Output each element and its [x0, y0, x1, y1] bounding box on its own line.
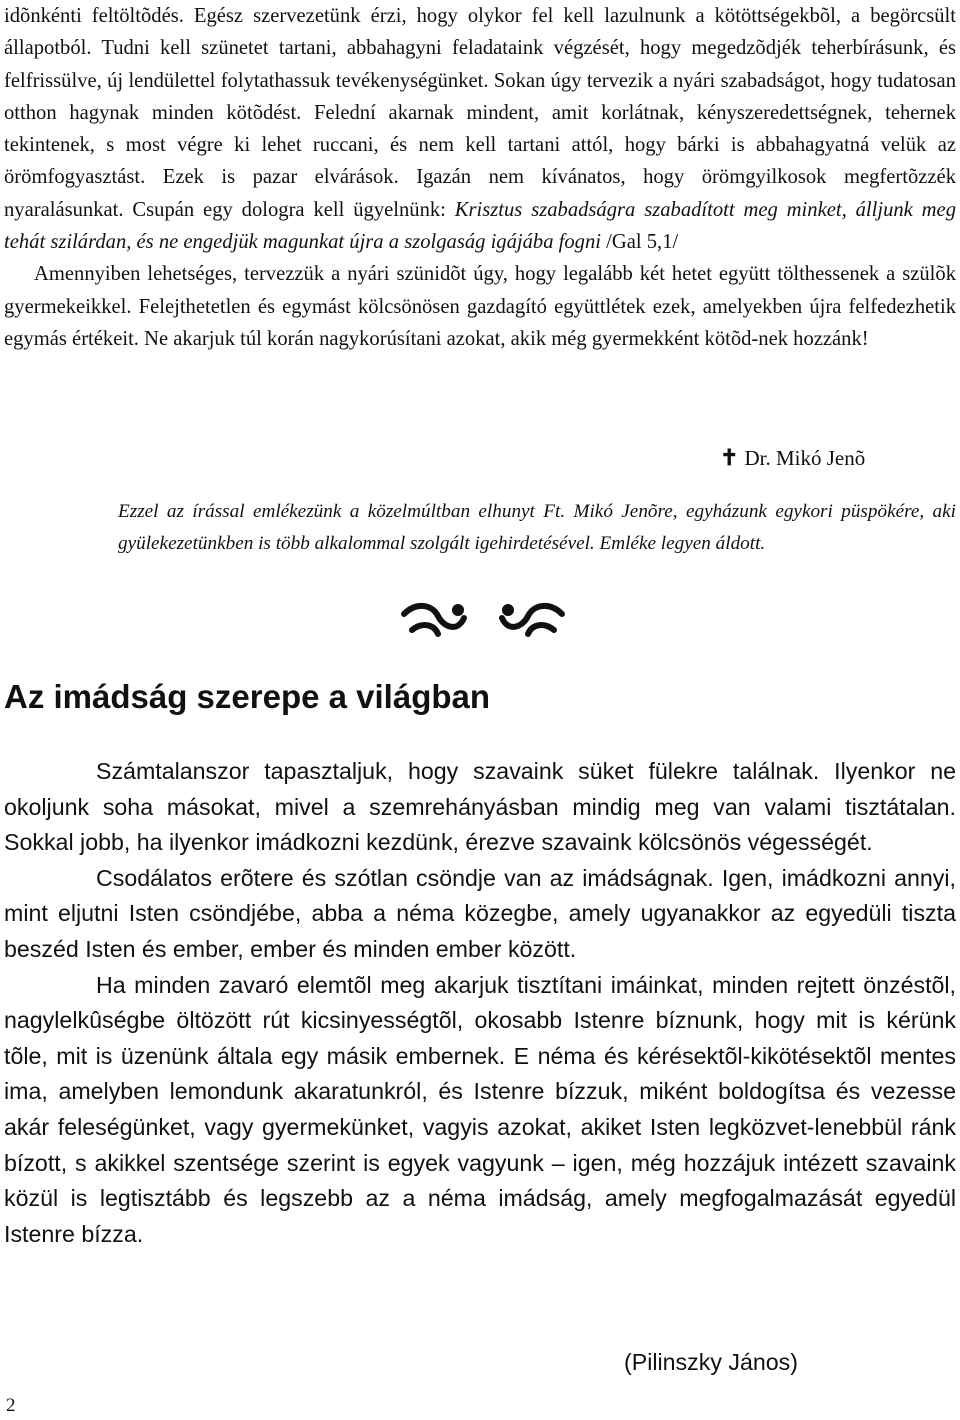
- page-number: 2: [6, 1395, 16, 1416]
- article-paragraph: Csodálatos erõtere és szótlan csöndje van az imádságnak. Igen, imádkozni annyi, mint eljutni Isten csöndjébe, abba a néma közegbe, amely ugyanakkor az egyedüli tiszta beszéd Isten és ember, ember és minden ember között.: [4, 864, 956, 962]
- article-author: (Pilinszky János): [624, 1349, 798, 1375]
- paragraph-text: idõnkénti feltöltõdés. Egész szervezetünk érzi, hogy olykor fel kell lazulnunk a kötöttségekbõl, a begörcsült állapotból. Tudni kell szünetet tartani, abbahagyni feladataink végzését, hogy megedzõdjék teherbírásunk, és felfrissülve, új lendülettel folytathassuk tevékenységünket. Sokan úgy tervezik a nyári szabadságot, hogy tudatosan otthon hagynak minden kötõdést. Felední akarnak mindent, amit korlátnak, kényszeredettségnek, tehernek tekintenek, s most végre ki lehet ruccani, és nem kell tartani attól, hogy bárki is abbahagyatná velük az örömfogyasztást. Ezek is pazar elvárások. Igazán nem kívánatos, hogy örömgyilkosok megfertõzzék nyaralásunkat. Csupán egy dologra kell ügyelnünk:: [4, 5, 956, 221]
- author-signature: [720, 442, 865, 474]
- bible-quote: Krisztus szabadságra szabadított meg minket, álljunk meg tehát szilárdan, és ne engedjük magunkat újra a szolgaság igájába fogni: [4, 198, 956, 254]
- signature-name: Dr. Mikó Jenõ: [744, 446, 866, 470]
- memorial-note: [118, 496, 956, 559]
- article-paragraph: Ha minden zavaró elemtõl meg akarjuk tisztítani imáinkat, minden rejtett önzéstõl, nagylelkûségbe öltözött rút kicsinyességtõl, okosabb Istenre bíznunk, hogy mit is kérünk tõle, mit is üzenünk általa egy másik embernek. E néma és kérésektõl-kikötésektõl mentes ima, amelyben lemondunk akaratunkról, és Istenre bízzuk, miként boldogítsa és vezesse akár feleségünket, vagy gyermekünket, vagyis azokat, akiket Isten legközvet-lenebbül ránk bízott, s akikkel szentsége szerint is egyek vagyunk – igen, még hozzájuk intézett szavaink közül is legtisztább és legszebb az a néma imádság, amely megfogalmazását egyedül Istenre bízza.: [4, 971, 956, 1247]
- cross-icon: ✝: [720, 445, 739, 470]
- memorial-text: Ezzel az írással emlékezünk a közelmúltban elhunyt Ft. Mikó Jenõre, egyházunk egykori püspökére, aki gyülekezetünkben is több alkalommal szolgált igehirdetésével. Emléke legyen áldott.: [118, 501, 956, 554]
- fleuron-pair-icon: [398, 600, 568, 640]
- article-paragraph: Amennyiben lehetséges, tervezzük a nyári szünidõt úgy, hogy legalább két hetet együtt tölthessenek a szülõk gyermekeikkel. Felejthetetlen és egymást kölcsönösen gazdagító együttlétek ezek, amelyekben újra felfedezhetik egymás értékeit. Ne akarjuk túl korán nagykorúsítani azokat, akik még gyermekként kötõd-nek hozzánk!: [4, 263, 956, 350]
- article-paragraph: [4, 0, 956, 258]
- article-paragraph: Számtalanszor tapasztaljuk, hogy szavaink süket fülekre találnak. Ilyenkor ne okoljunk soha másokat, mivel a szemrehányásban mindig meg van valami tisztátalan. Sokkal jobb, ha ilyenkor imádkozni kezdünk, érezve szavaink kölcsönös végességét.: [4, 758, 956, 856]
- article-title: Az imádság szerepe a világban: [4, 678, 491, 715]
- article-body: [4, 754, 956, 1252]
- bible-reference: /Gal 5,1/: [606, 231, 679, 254]
- article-body-continued: [4, 0, 956, 355]
